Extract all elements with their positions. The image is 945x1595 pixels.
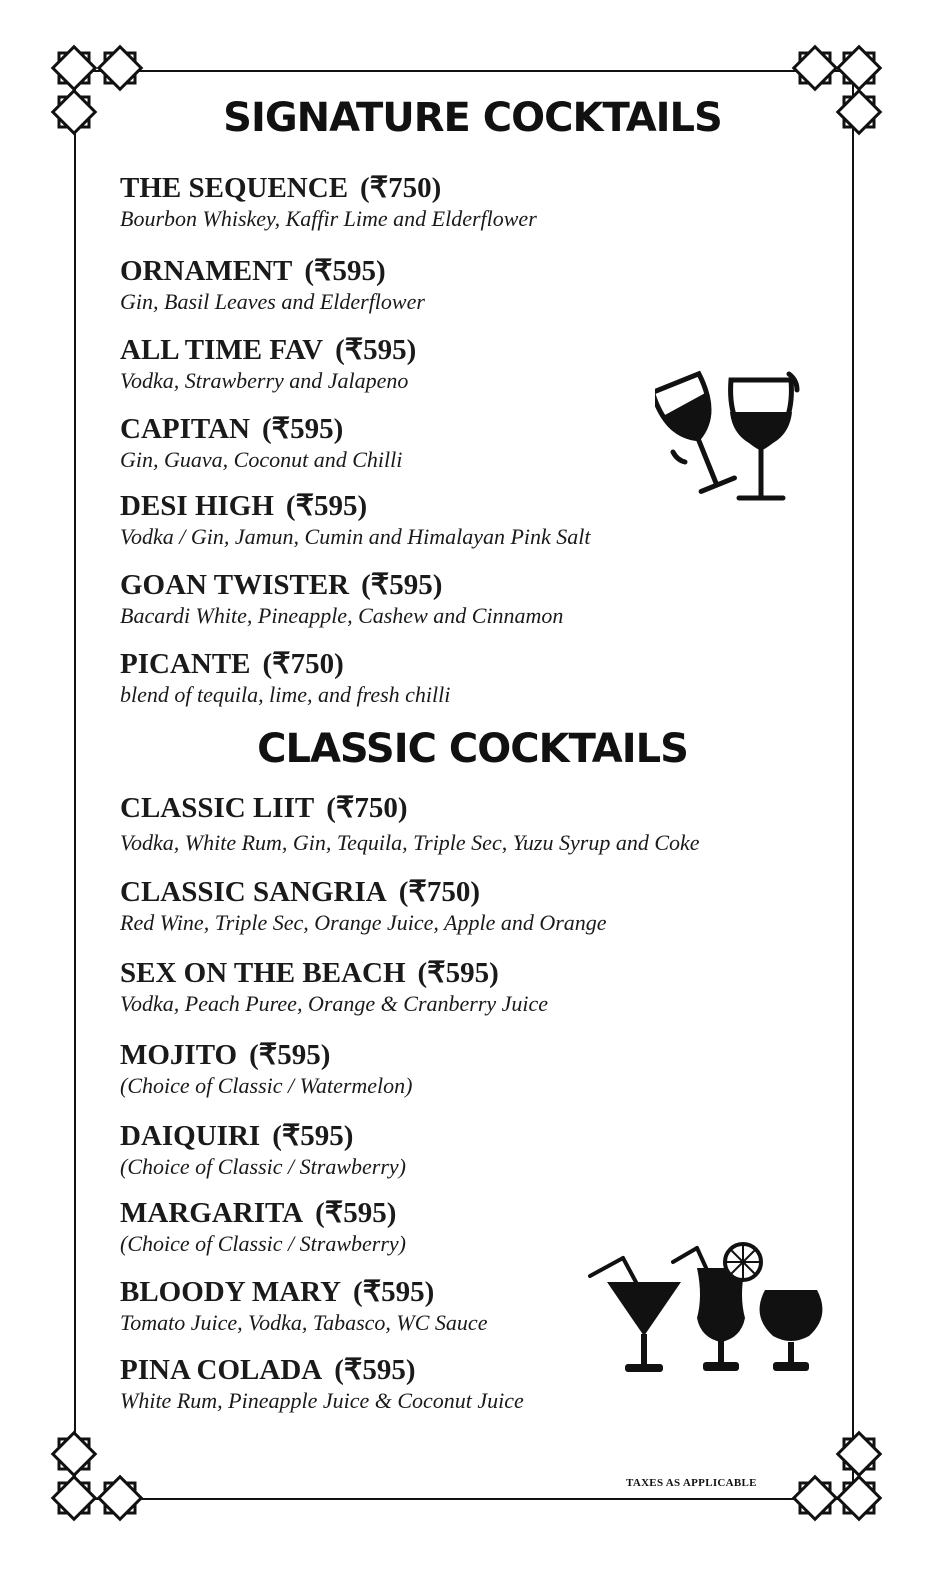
item-description: (Choice of Classic / Strawberry)	[120, 1154, 406, 1179]
item-description: Gin, Basil Leaves and Elderflower	[120, 289, 425, 314]
item-price: (₹750)	[262, 648, 344, 680]
item-name: GOAN TWISTER	[120, 569, 350, 601]
item-price: (₹750)	[326, 792, 408, 824]
item-price: (₹595)	[249, 1039, 331, 1071]
menu-item-classic-liit	[120, 792, 820, 856]
item-description: Bourbon Whiskey, Kaffir Lime and Elderflower	[120, 206, 537, 231]
item-price: (₹595)	[335, 334, 417, 366]
item-name: CAPITAN	[120, 413, 250, 445]
item-description: (Choice of Classic / Watermelon)	[120, 1073, 413, 1098]
corner-ornament-bottom-left	[50, 1430, 150, 1525]
taxes-note: TAXES AS APPLICABLE	[626, 1477, 757, 1489]
item-price: (₹595)	[285, 490, 368, 522]
star-ornament-icon	[53, 1477, 95, 1519]
item-name: MARGARITA	[120, 1197, 304, 1229]
item-price: (₹750)	[360, 172, 442, 204]
star-ornament-icon	[99, 1477, 141, 1519]
menu-item-classic-sangria	[120, 876, 820, 936]
menu-item-ornament	[120, 255, 820, 315]
item-description: (Choice of Classic / Strawberry)	[120, 1231, 406, 1256]
item-price: (₹595)	[417, 957, 499, 989]
item-name: CLASSIC SANGRIA	[120, 876, 387, 908]
item-price: (₹595)	[315, 1197, 397, 1229]
star-ornament-icon	[53, 47, 95, 89]
item-price: (₹595)	[304, 255, 386, 287]
star-ornament-icon	[99, 47, 141, 89]
item-description: White Rum, Pineapple Juice & Coconut Juice	[120, 1388, 524, 1413]
wine-glasses-cheers-icon	[655, 368, 810, 513]
star-ornament-icon	[838, 47, 880, 89]
item-name: PICANTE	[120, 648, 251, 680]
menu-item-daiquiri	[120, 1120, 820, 1180]
item-name: DAIQUIRI	[120, 1120, 261, 1152]
item-price: (₹595)	[353, 1276, 435, 1308]
star-ornament-icon	[53, 1433, 95, 1475]
star-ornament-icon	[794, 47, 836, 89]
menu-item-picante	[120, 648, 820, 708]
item-name: ORNAMENT	[120, 255, 293, 287]
item-description: Red Wine, Triple Sec, Orange Juice, Apple and Orange	[120, 910, 607, 935]
item-description: Gin, Guava, Coconut and Chilli	[120, 447, 403, 472]
menu-item-sex-on-the-beach	[120, 957, 820, 1017]
item-price: (₹595)	[361, 569, 443, 601]
item-name: SEX ON THE BEACH	[120, 957, 406, 989]
star-ornament-icon	[838, 1477, 880, 1519]
item-name: DESI HIGH	[120, 490, 274, 522]
item-price: (₹750)	[398, 876, 480, 908]
item-description: Vodka, White Rum, Gin, Tequila, Triple Sec, Yuzu Syrup and Coke	[120, 830, 700, 855]
item-description: Vodka / Gin, Jamun, Cumin and Himalayan Pink Salt	[120, 524, 591, 549]
item-price: (₹595)	[334, 1354, 416, 1386]
item-description: Vodka, Strawberry and Jalapeno	[120, 368, 409, 393]
item-name: CLASSIC LIIT	[120, 792, 315, 824]
classic-section-title: CLASSIC COCKTAILS	[257, 726, 688, 772]
item-description: Vodka, Peach Puree, Orange & Cranberry Juice	[120, 991, 549, 1016]
menu-item-goan-twister	[120, 569, 820, 629]
signature-section-title: SIGNATURE COCKTAILS	[223, 95, 722, 141]
item-name: MOJITO	[120, 1039, 238, 1071]
menu-item-mojito	[120, 1039, 820, 1099]
star-ornament-icon	[838, 1433, 880, 1475]
item-price: (₹595)	[261, 413, 344, 445]
item-description: Tomato Juice, Vodka, Tabasco, WC Sauce	[120, 1310, 488, 1335]
item-name: PINA COLADA	[120, 1354, 323, 1386]
cocktail-glasses-icon	[585, 1238, 830, 1378]
item-name: THE SEQUENCE	[120, 172, 349, 204]
item-description: blend of tequila, lime, and fresh chilli	[120, 682, 451, 707]
item-name: ALL TIME FAV	[120, 334, 324, 366]
item-description: Bacardi White, Pineapple, Cashew and Cinnamon	[120, 603, 564, 628]
item-name: BLOODY MARY	[120, 1276, 342, 1308]
star-ornament-icon	[794, 1477, 836, 1519]
corner-ornament-bottom-right	[785, 1430, 885, 1525]
item-price: (₹595)	[272, 1120, 354, 1152]
menu-item-the-sequence	[120, 172, 820, 232]
